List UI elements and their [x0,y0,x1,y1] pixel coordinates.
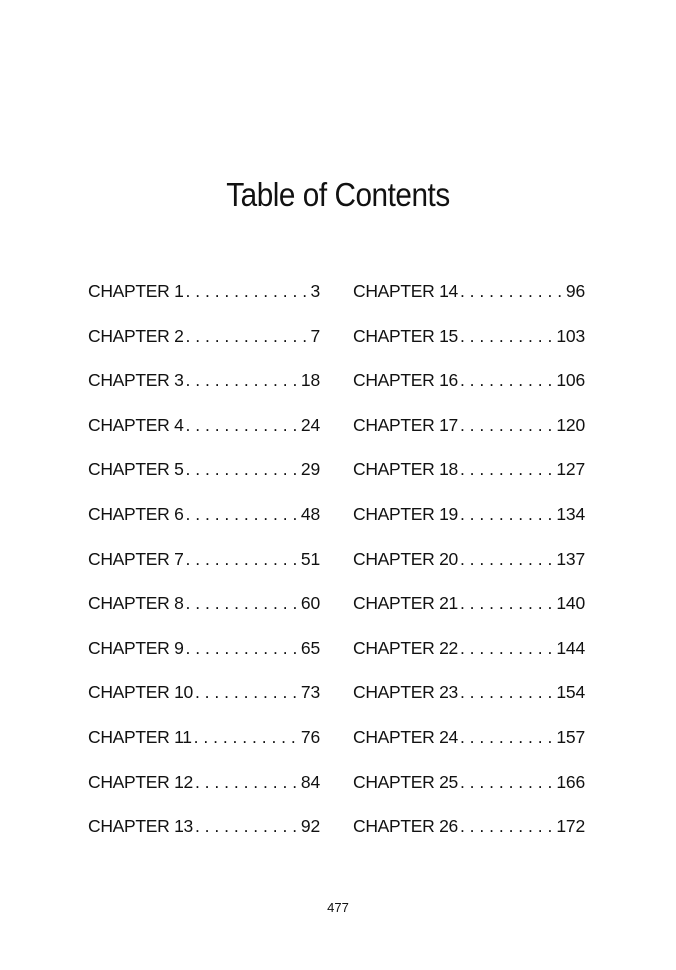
toc-dot-leader [458,812,556,840]
toc-dot-leader [458,277,566,305]
toc-page-number: 120 [556,414,585,435]
toc-page-number: 144 [556,637,585,658]
toc-page-number: 76 [300,726,320,747]
toc-chapter-label: CHAPTER 7 [88,548,184,569]
toc-entry[interactable] [353,322,585,367]
toc-chapter-label: CHAPTER 21 [353,593,458,614]
toc-entry[interactable] [88,768,320,813]
toc-chapter-label: CHAPTER 2 [88,325,184,346]
toc-chapter-label: CHAPTER 5 [88,459,184,480]
toc-entry[interactable] [353,768,585,813]
toc-dot-leader [458,366,556,394]
toc-dot-leader [458,589,556,617]
toc-entry[interactable] [353,366,585,411]
toc-entry[interactable] [88,277,320,322]
toc-entry[interactable] [88,500,320,545]
toc-dot-leader [184,500,301,528]
toc-dot-leader [184,277,311,305]
toc-page-number: 166 [556,771,585,792]
toc-page-number: 134 [556,503,585,524]
page-number: 477 [327,900,349,915]
toc-entry[interactable] [353,634,585,679]
toc-entry[interactable] [88,322,320,367]
toc-entry[interactable] [353,411,585,456]
toc-page-number: 154 [556,682,585,703]
toc-entry[interactable] [353,589,585,634]
toc-dot-leader [184,589,301,617]
toc-chapter-label: CHAPTER 13 [88,816,193,837]
toc-entry[interactable] [353,545,585,590]
toc-chapter-label: CHAPTER 1 [88,281,184,301]
toc-chapter-label: CHAPTER 18 [353,459,458,480]
toc-chapter-label: CHAPTER 22 [353,637,458,658]
toc-chapter-label: CHAPTER 3 [88,370,184,391]
toc-chapter-label: CHAPTER 4 [88,414,184,435]
page-title: Table of Contents [226,176,450,213]
toc-page-number: 7 [310,325,320,346]
toc-dot-leader [458,322,556,350]
toc-page-number: 137 [556,548,585,569]
toc-entry[interactable] [353,455,585,500]
toc-chapter-label: CHAPTER 17 [353,414,458,435]
toc-dot-leader [184,411,301,439]
toc-dot-leader [184,366,301,394]
toc-chapter-label: CHAPTER 25 [353,771,458,792]
toc-entry[interactable] [88,411,320,456]
toc-chapter-label: CHAPTER 9 [88,637,184,658]
toc-dot-leader [458,500,556,528]
toc-dot-leader [184,634,301,662]
toc-page-number: 96 [565,281,585,301]
toc-chapter-label: CHAPTER 16 [353,370,458,391]
toc-chapter-label: CHAPTER 8 [88,593,184,614]
toc-page-number: 65 [300,637,320,658]
toc-chapter-label: CHAPTER 19 [353,503,458,524]
toc-dot-leader [458,678,556,706]
toc-page-number: 24 [300,414,320,435]
toc-page-number: 51 [300,548,320,569]
toc-dot-leader [458,545,556,573]
toc-dot-leader [184,455,301,483]
toc-entry[interactable] [88,455,320,500]
toc-chapter-label: CHAPTER 6 [88,503,184,524]
toc-page-number: 140 [556,593,585,614]
toc-entry[interactable] [88,589,320,634]
toc-dot-leader [193,768,301,796]
toc-chapter-label: CHAPTER 10 [88,682,193,703]
toc-dot-leader [458,411,556,439]
toc-entry[interactable] [88,812,320,857]
toc-chapter-label: CHAPTER 14 [353,281,458,301]
toc-page-number: 172 [556,816,585,837]
toc-chapter-label: CHAPTER 12 [88,771,193,792]
toc-dot-leader [458,723,556,751]
toc-entry[interactable] [353,678,585,723]
toc-dot-leader [458,455,556,483]
toc-dot-leader [184,545,301,573]
toc-page-number: 106 [556,370,585,391]
toc-page-number: 29 [300,459,320,480]
toc-page-number: 73 [300,682,320,703]
toc-page-number: 3 [310,281,320,301]
toc-dot-leader [184,322,311,350]
toc-entry[interactable] [88,366,320,411]
toc-chapter-label: CHAPTER 11 [88,726,192,747]
toc-dot-leader [193,812,301,840]
toc-page-number: 92 [300,816,320,837]
toc-entry[interactable] [88,723,320,768]
toc-column-left [88,277,320,857]
toc-dot-leader [192,723,301,751]
toc-chapter-label: CHAPTER 24 [353,726,458,747]
toc-chapter-label: CHAPTER 26 [353,816,458,837]
toc-column-right [353,277,585,857]
toc-entry[interactable] [353,723,585,768]
toc-chapter-label: CHAPTER 20 [353,548,458,569]
toc-dot-leader [458,768,556,796]
toc-entry[interactable] [88,545,320,590]
toc-entry[interactable] [353,500,585,545]
toc-page-number: 157 [556,726,585,747]
toc-dot-leader [193,678,301,706]
toc-entry[interactable] [88,678,320,723]
toc-chapter-label: CHAPTER 15 [353,325,458,346]
toc-page-number: 48 [300,503,320,524]
toc-page-number: 127 [556,459,585,480]
toc-entry[interactable] [88,634,320,679]
toc-entry[interactable] [353,812,585,857]
toc-page-number: 84 [300,771,320,792]
toc-entry[interactable] [353,277,585,322]
toc-page-number: 60 [300,593,320,614]
toc-dot-leader [458,634,556,662]
toc-page-number: 18 [300,370,320,391]
toc-chapter-label: CHAPTER 23 [353,682,458,703]
toc-page-number: 103 [556,325,585,346]
